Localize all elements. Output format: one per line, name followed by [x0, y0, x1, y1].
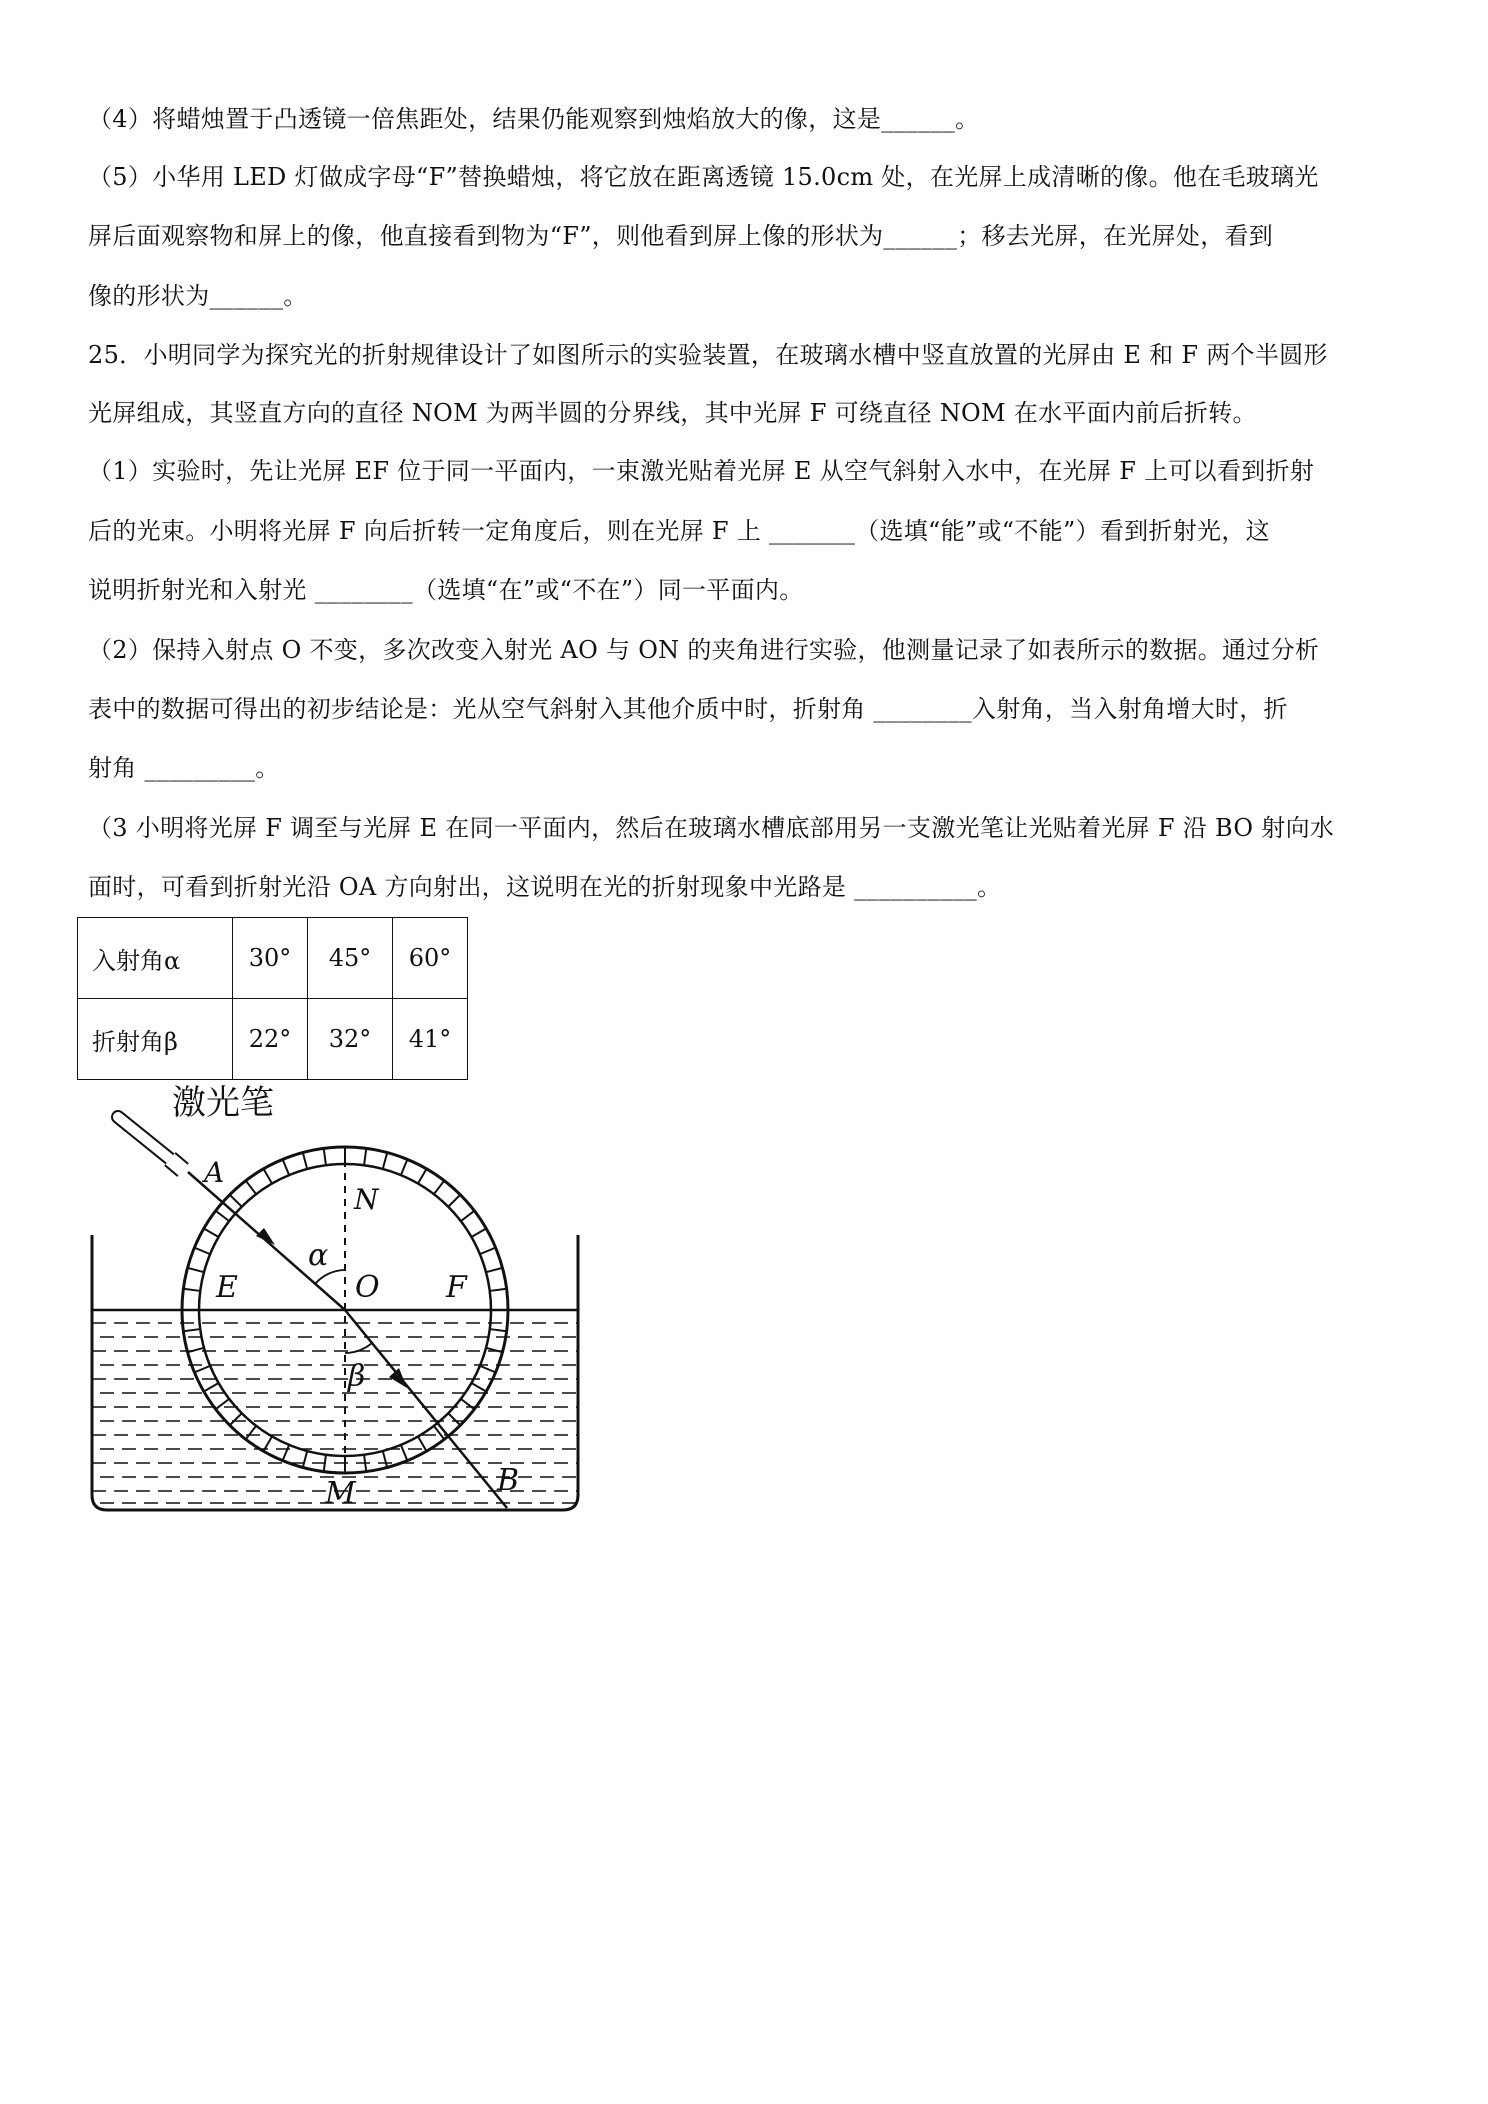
scale-tick: [194, 1248, 210, 1255]
question-4-line: （4）将蜡烛置于凸透镜一倍焦距处，结果仍能观察到烛焰放大的像，这是______。: [88, 105, 980, 133]
laser-pen-icon: [118, 1117, 183, 1170]
scale-tick: [188, 1268, 204, 1272]
scale-tick: [204, 1229, 219, 1238]
subquestion-2-line-2: 表中的数据可得出的初步结论是：光从空气斜射入其他介质中时，折射角 ________入射角，当入射角增大时，折: [88, 695, 1288, 723]
point-o-label: O: [355, 1270, 380, 1305]
scale-tick: [183, 1289, 200, 1291]
scale-tick: [434, 1181, 444, 1194]
screen-e-label: E: [216, 1270, 238, 1305]
scale-tick: [486, 1268, 502, 1272]
subquestion-1-line-3: 说明折射光和入射光 ________（选填“在”或“不在”）同一平面内。: [88, 576, 804, 604]
scale-tick: [183, 1329, 200, 1331]
subquestion-2-line-3: 射角 _________。: [88, 754, 280, 782]
point-a-label: A: [204, 1156, 225, 1189]
alpha-label: α: [308, 1238, 329, 1273]
laser-pen-label: 激光笔: [172, 1085, 274, 1123]
refracted-arrow-icon: [389, 1368, 407, 1388]
subquestion-3-line-1: （3 小明将光屏 F 调至与光屏 E 在同一平面内，然后在玻璃水槽底部用另一支激光笔让光贴着光屏 F 沿 BO 射向水: [88, 814, 1335, 842]
table-row-label: 入射角α: [78, 918, 233, 999]
scale-tick: [383, 1153, 387, 1169]
question-5-line-3: 像的形状为______。: [88, 282, 308, 310]
table-row-label: 折射角β: [78, 999, 233, 1080]
scale-tick: [490, 1289, 507, 1291]
question-5-line-2: 屏后面观察物和屏上的像，他直接看到物为“F”，则他看到屏上像的形状为______；移去光屏，在光屏处，看到: [88, 222, 1274, 250]
subquestion-3-line-2: 面时，可看到折射光沿 OA 方向射出，这说明在光的折射现象中光路是 __________。: [88, 873, 1002, 901]
scale-tick: [246, 1181, 256, 1194]
incident-arrow-icon: [256, 1228, 275, 1245]
point-b-label: B: [497, 1463, 520, 1498]
scale-tick: [418, 1169, 427, 1184]
screen-f-label: F: [446, 1270, 467, 1305]
subquestion-2-line-1: （2）保持入射点 O 不变，多次改变入射光 AO 与 ON 的夹角进行实验，他测量记录了如表所示的数据。通过分析: [88, 636, 1320, 664]
beta-label: β: [348, 1359, 366, 1394]
subquestion-1-line-1: （1）实验时，先让光屏 EF 位于同一平面内，一束激光贴着光屏 E 从空气斜射入水中，在光屏 F 上可以看到折射: [88, 457, 1315, 485]
scale-tick: [471, 1383, 486, 1392]
scale-tick: [383, 1451, 387, 1467]
scale-tick: [246, 1426, 256, 1439]
scale-tick: [471, 1229, 486, 1238]
problem-25-line-1: 25．小明同学为探究光的折射规律设计了如图所示的实验装置，在玻璃水槽中竖直放置的光屏由 E 和 F 两个半圆形: [88, 341, 1328, 369]
table-row-refraction: [78, 999, 468, 1080]
point-n-label: N: [354, 1183, 379, 1216]
scale-tick: [448, 1195, 460, 1207]
point-m-label: M: [325, 1476, 356, 1511]
problem-25-line-2: 光屏组成，其竖直方向的直径 NOM 为两半圆的分界线，其中光屏 F 可绕直径 NOM 在水平面内前后折转。: [88, 399, 1257, 427]
table-cell: 32°: [308, 999, 393, 1080]
scale-tick: [401, 1159, 408, 1175]
scale-tick: [204, 1383, 219, 1392]
table-row-incidence: [78, 918, 468, 999]
scale-tick: [216, 1211, 229, 1221]
scale-tick: [461, 1211, 474, 1221]
table-cell: 30°: [233, 918, 308, 999]
scale-tick: [324, 1148, 326, 1165]
scale-tick: [480, 1366, 496, 1373]
scale-tick: [283, 1159, 290, 1175]
table-cell: 45°: [308, 918, 393, 999]
scale-tick: [480, 1248, 496, 1255]
scale-tick: [230, 1413, 242, 1425]
table-cell: 41°: [393, 999, 468, 1080]
table-cell: 60°: [393, 918, 468, 999]
scale-tick: [324, 1455, 326, 1472]
scale-tick: [401, 1445, 408, 1461]
scale-tick: [364, 1455, 366, 1472]
scale-tick: [230, 1195, 242, 1207]
question-5-line-1: （5）小华用 LED 灯做成字母“F”替换蜡烛，将它放在距离透镜 15.0cm 处，在光屏上成清晰的像。他在毛玻璃光: [88, 163, 1319, 191]
refracted-ray: [345, 1310, 507, 1508]
angle-data-table: [77, 917, 468, 1080]
scale-tick: [283, 1445, 290, 1461]
scale-tick: [364, 1148, 366, 1165]
scale-tick: [264, 1169, 273, 1184]
scale-tick: [194, 1366, 210, 1373]
scale-tick: [490, 1329, 507, 1331]
table-cell: 22°: [233, 999, 308, 1080]
scale-tick: [303, 1451, 307, 1467]
scale-tick: [303, 1153, 307, 1169]
scale-tick: [448, 1413, 460, 1425]
subquestion-1-line-2: 后的光束。小明将光屏 F 向后折转一定角度后，则在光屏 F 上 _______（选填“能”或“不能”）看到折射光，这: [88, 517, 1270, 545]
scale-tick: [188, 1348, 204, 1352]
refraction-apparatus-figure: [80, 1085, 600, 1530]
